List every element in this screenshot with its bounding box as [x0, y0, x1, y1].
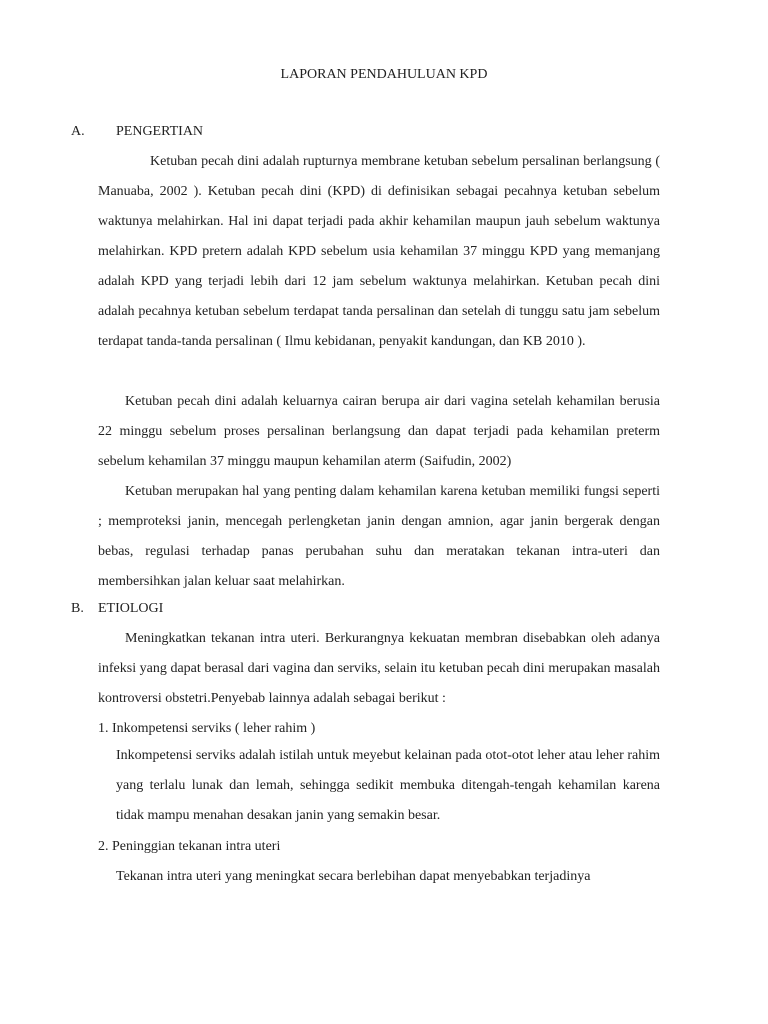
section-b-number: B.	[71, 601, 84, 616]
section-a-paragraph-2: Ketuban pecah dini adalah keluarnya cairan berupa air dari vagina setelah kehamilan berusia 22 minggu sebelum proses persalinan berlangsung dan dapat terjadi pada kehamilan preterm sebelum kehamilan 37 minggu maupun kehamilan aterm (Saifudin, 2002)	[98, 394, 660, 469]
document-title: LAPORAN PENDAHULUAN KPD	[280, 67, 488, 82]
section-a-paragraph-1: Ketuban pecah dini adalah rupturnya membrane ketuban sebelum persalinan berlangsung ( Manuaba, 2002 ). Ketuban pecah dini (KPD) di definisikan sebagai pecahnya ketuban sebelum waktunya melahirkan. Hal ini dapat terjadi pada akhir kehamilan maupun jauh sebelum waktunya melahirkan. KPD pretern adalah KPD sebelum usia kehamilan 37 minggu KPD yang memanjang adalah KPD yang terjadi lebih dari 12 jam sebelum waktunya melahirkan. Ketuban pecah dini adalah pecahnya ketuban sebelum terdapat tanda persalinan dan setelah di tunggu satu jam sebelum terdapat tanda-tanda persalinan ( Ilmu kebidanan, penyakit kandungan, dan KB 2010 ).	[98, 154, 660, 349]
section-a-number: A.	[71, 124, 85, 139]
etiology-item-1-label: 1. Inkompetensi serviks ( leher rahim )	[98, 721, 316, 736]
section-a-paragraph-3: Ketuban merupakan hal yang penting dalam kehamilan karena ketuban memiliki fungsi seperti ; memproteksi janin, mencegah perlengketan janin dengan amnion, agar janin bergerak dengan bebas, regulasi terhadap panas perubahan suhu dan meratakan tekanan intra-uteri dan membersihkan jalan keluar saat melahirkan.	[98, 484, 660, 589]
etiology-item-1-text: Inkompetensi serviks adalah istilah untuk meyebut kelainan pada otot-otot leher atau leher rahim yang terlalu lunak dan lemah, sehingga sedikit membuka ditengah-tengah kehamilan karena tidak mampu menahan desakan janin yang semakin besar.	[116, 748, 660, 823]
etiology-item-2-label: 2. Peninggian tekanan intra uteri	[98, 839, 281, 854]
section-b-title: ETIOLOGI	[98, 601, 164, 616]
section-b-intro: Meningkatkan tekanan intra uteri. Berkurangnya kekuatan membran disebabkan oleh adanya infeksi yang dapat berasal dari vagina dan serviks, selain itu ketuban pecah dini merupakan masalah kontroversi obstetri.Penyebab lainnya adalah sebagai berikut :	[98, 631, 660, 706]
etiology-item-2-text: Tekanan intra uteri yang meningkat secara berlebihan dapat menyebabkan terjadinya	[116, 869, 591, 884]
section-a-heading	[71, 123, 271, 141]
section-b-heading	[71, 600, 271, 618]
section-a-title: PENGERTIAN	[116, 124, 204, 139]
